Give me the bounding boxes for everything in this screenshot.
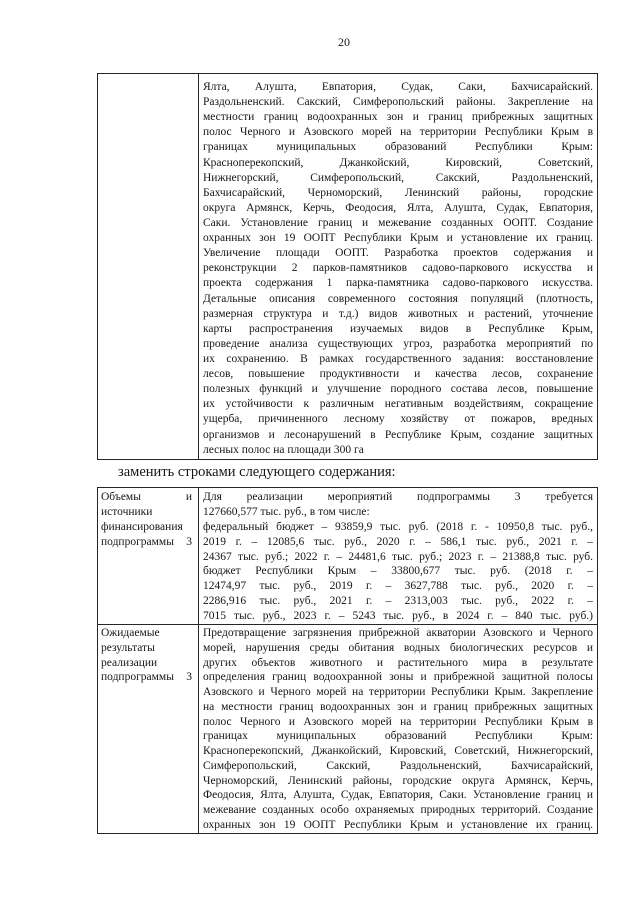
text-line: Черноморский, Ленинский районы, городские округа Армянск, Керчь, — [203, 774, 593, 787]
text-line: реконструкции 2 парков-памятников садово-паркового искусства и — [203, 262, 593, 275]
text-line: реализации — [101, 656, 158, 669]
text-line: Феодосия, Ялта, Алушта, Судак, Евпатория, Саки. Установление границ и — [203, 789, 593, 802]
text-line: Симферопольский, Сакский, Раздольненский, Бахчисарайский, — [203, 759, 593, 772]
content-cell — [199, 74, 597, 459]
row-content-cell — [199, 488, 597, 624]
text-line: Увеличение площади ООПТ. Разработка проектов содержания и — [203, 247, 593, 260]
replacement-instruction: заменить строками следующего содержания: — [118, 464, 396, 480]
text-line: Детальные описания современного состояния популяций (плотность, — [203, 292, 593, 305]
text-line: федеральный бюджет – 93859,9 тыс. руб. (2018 г. - 10950,8 тыс. руб., — [203, 520, 593, 533]
text-line: 127660,577 тыс. руб., в том числе: — [203, 505, 370, 518]
text-line: лесов, повышение продуктивности и качества лесов, сохранение — [203, 368, 593, 381]
text-line: их сохранению. В рамках государственного задания: восстановление — [203, 352, 593, 365]
row-label-cell — [98, 625, 199, 833]
text-line: местности границ водоохранных зон и границ прибрежных защитных — [203, 111, 593, 124]
text-line: охранных зон 19 ООПТ Республики Крым и установление их границ. — [203, 818, 593, 831]
text-line: на местности границ водоохранных зон и границ прибрежных защитных — [203, 700, 593, 713]
text-line: Объемы и — [101, 491, 192, 503]
passport-table — [97, 487, 598, 834]
text-line: полос Черного и Азовского морей на территории Республики Крым в — [203, 126, 593, 139]
text-line: Раздольненский. Сакский, Симферопольский районы. Закрепление на — [203, 96, 593, 109]
text-line: их устойчивости к различным негативным воздействиям, сокращение — [203, 398, 593, 411]
text-line: лесных полос на площади 300 га — [203, 443, 364, 456]
row-label-cell — [98, 488, 199, 624]
empty-label-cell — [98, 74, 199, 459]
table-row — [98, 625, 597, 833]
text-line: проекта содержания 1 парка-памятника садово-паркового искусства. — [203, 277, 593, 290]
text-line: границах муниципальных образований Республики Крым: — [203, 730, 593, 743]
text-line: границах муниципальных образований Республики Крым: — [203, 141, 593, 154]
text-line: других объектов животного и растительного мира в результате — [203, 656, 593, 669]
text-line: проведение анализа существующих угроз, разработка мероприятий по — [203, 337, 593, 350]
row-content-cell — [199, 625, 597, 833]
text-line: размерная структура и т.д.) видов животных и растений, уточнение — [203, 307, 593, 320]
text-line: полос Черного и Азовского морей на территории Республики Крым в — [203, 715, 593, 728]
text-line: результаты — [101, 641, 155, 654]
text-line: Для реализации мероприятий подпрограммы 3 требуется — [203, 491, 593, 503]
text-line: 24367 тыс. руб.; 2022 г. – 24481,6 тыс. руб.; 2023 г. – 21388,8 тыс. руб. — [203, 550, 593, 563]
text-line: Красноперекопский, Джанкойский, Кировский, Советский, — [203, 156, 593, 169]
text-line: Ожидаемые — [101, 627, 160, 639]
text-line: организмов и лесонарушений в Республике Крым, создание защитных — [203, 428, 593, 441]
text-line: 2019 г. – 12085,6 тыс. руб., 2020 г. – 586,1 тыс. руб., 2021 г. – — [203, 535, 593, 548]
table-row — [98, 488, 597, 625]
text-line: подпрограммы 3 — [101, 671, 192, 684]
text-line: Красноперекопский, Джанкойский, Кировский, Советский, Нижнегорский, — [203, 745, 593, 758]
text-line: финансирования — [101, 520, 183, 533]
text-line: полезных функций и улучшение породного состава лесов, повышение — [203, 383, 593, 396]
text-line: 12474,97 тыс. руб., 2019 г. – 3627,788 тыс. руб., 2020 г. – — [203, 580, 593, 593]
text-line: межевание созданных особо охраняемых природных территорий. Создание — [203, 804, 593, 817]
text-line: карты распространения изучаемых видов в Республике Крым, — [203, 322, 593, 335]
text-line: 2286,916 тыс. руб., 2021 г. – 2313,003 тыс. руб., 2022 г. – — [203, 595, 593, 608]
text-line: Саки. Установление границ и межевание созданных ООПТ. Создание — [203, 216, 593, 229]
text-line: Нижнегорский, Симферопольский, Сакский, Раздольненский, — [203, 171, 593, 184]
text-line: Бахчисарайский, Черноморский, Ленинский районы, городские — [203, 186, 593, 199]
text-line: подпрограммы 3 — [101, 535, 192, 548]
text-line: Предотвращение загрязнения прибрежной акватории Азовского и Черного — [203, 627, 593, 639]
text-line: 7015 тыс. руб., 2023 г. – 5243 тыс. руб., в 2024 г. – 840 тыс. руб.) — [203, 610, 593, 623]
text-line: морей, нарушения среды обитания водных биологических ресурсов и — [203, 641, 593, 654]
text-line: Ялта, Алушта, Евпатория, Судак, Саки, Бахчисарайский. — [203, 81, 593, 93]
text-line: бюджет Республики Крым – 33800,677 тыс. руб. (2018 г. – — [203, 565, 593, 578]
text-line: определения границ водоохранной зоны и прибрежной защитной полосы — [203, 671, 593, 684]
continued-table — [97, 73, 598, 460]
text-line: источники — [101, 505, 153, 518]
page-number: 20 — [338, 35, 350, 49]
text-line: округа Армянск, Керчь, Феодосия, Ялта, Алушта, Судак, Евпатория, — [203, 201, 593, 214]
text-line: охранных зон 19 ООПТ Республики Крым и установление их границ. — [203, 232, 593, 245]
text-line: ущерба, причиненного лесному хозяйству от пожаров, вредных — [203, 413, 593, 426]
text-line: Азовского и Черного морей на территории Республики Крым. Закрепление — [203, 686, 593, 699]
